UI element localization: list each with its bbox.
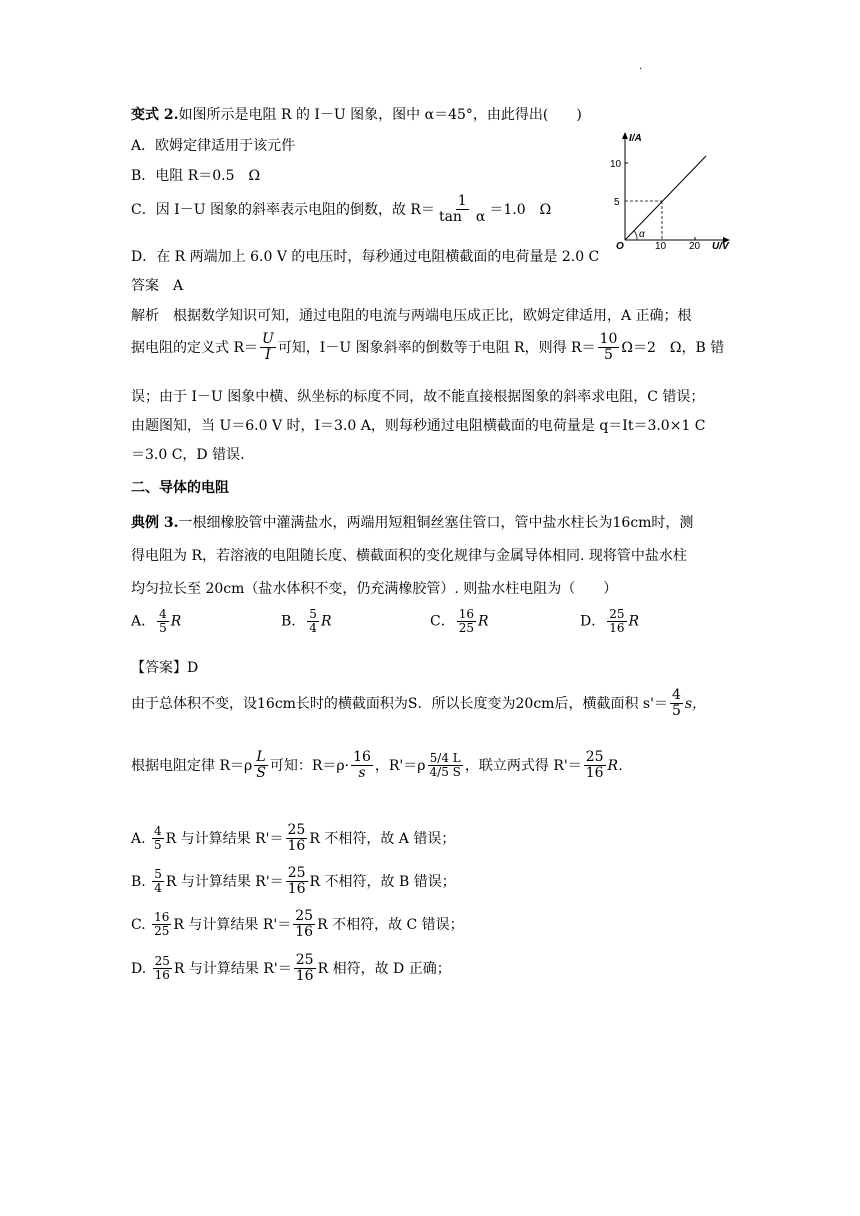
iu-graph xyxy=(608,128,734,250)
x-axis-label: U/V xyxy=(712,241,729,250)
fraction-numerator: 5/4 L xyxy=(429,751,461,766)
angle-arc xyxy=(634,231,637,240)
check-fraction xyxy=(152,911,171,938)
analysis-line-4: 由题图知，当 U＝6.0 V 时，I＝3.0 A，则每秒通过电阻横截面的电荷量是 q＝It＝3.0×1 C xyxy=(131,418,706,434)
example3-stem-1: 一根细橡胶管中灌满盐水，两端用短粗铜丝塞住管口，管中盐水柱长为16cm时，测 xyxy=(178,515,694,531)
fraction-denominator: I xyxy=(265,347,271,364)
option-variable: R xyxy=(320,613,332,630)
analysis-2-post: Ω＝2 Ω，B 错 xyxy=(621,339,725,356)
fraction-numerator: 4 xyxy=(159,607,167,621)
option-c-pre: C．因 I－U 图象的斜率表示电阻的倒数，故 R＝ xyxy=(131,201,435,218)
option-label: A． xyxy=(131,613,156,630)
fraction-denominator: s xyxy=(358,765,366,782)
option-label: D． xyxy=(580,613,606,630)
check-text2: R 不相符，故 C 错误； xyxy=(317,916,464,933)
example3-title: 典例 3. xyxy=(131,515,179,531)
solution-line-2 xyxy=(131,750,632,782)
fraction-numerator: 4 xyxy=(154,824,162,839)
analysis-2-mid: 可知，I－U 图象斜率的倒数等于电阻 R，则得 R＝ xyxy=(277,339,596,356)
fraction-numerator: 16 xyxy=(353,749,371,765)
analysis-line-2 xyxy=(131,332,724,364)
fraction-numerator: 25 xyxy=(609,607,625,621)
option-c-post: ＝1.0 Ω xyxy=(489,201,552,218)
example3-option-d xyxy=(580,608,639,635)
analysis-fraction-10-5 xyxy=(598,332,620,364)
fraction-numerator: 5 xyxy=(154,867,162,882)
option-variable: R xyxy=(628,613,640,630)
fraction-denominator: 16 xyxy=(287,838,306,855)
check-label: A. xyxy=(131,830,146,847)
option-variable: R xyxy=(170,613,182,630)
example3-stem-line-1 xyxy=(131,512,693,532)
check-row-c xyxy=(131,909,464,941)
fraction-denominator: 16 xyxy=(295,924,314,941)
solution-2-fraction-ls xyxy=(254,750,268,782)
variant2-stem: 如图所示是电阻 R 的 I－U 图象，图中 α＝45°，由此得出( ) xyxy=(178,107,582,123)
check-fraction xyxy=(152,825,164,852)
fraction-denominator: 5 xyxy=(159,621,167,636)
analysis-line-3: 误；由于 I－U 图象中横、纵坐标的标度不同，故不能直接根据图象的斜率求电阻，C 错误； xyxy=(131,389,705,405)
fraction-numerator: 25 xyxy=(295,952,314,968)
variant2-stem-line xyxy=(131,104,582,124)
check-text2: R 不相符，故 B 错误； xyxy=(309,873,456,890)
solution-1-fraction xyxy=(670,688,683,720)
solution-1-pre: 由于总体积不变，设16cm长时的横截面积为S．所以长度变为20cm后，横截面积 s'＝ xyxy=(131,695,668,712)
variant2-option-a: A．欧姆定律适用于该元件 xyxy=(131,138,296,154)
fraction-denominator: 16 xyxy=(154,968,170,983)
analysis-2-pre: 据电阻的定义式 R＝ xyxy=(131,339,258,356)
fraction-denominator: 4 xyxy=(309,621,317,636)
option-variable: R xyxy=(478,613,489,630)
fraction-denominator: 25 xyxy=(458,621,474,636)
example3-option-c xyxy=(430,608,489,635)
check-text1: R 与计算结果 R'＝ xyxy=(173,916,292,933)
check-result-fraction xyxy=(286,866,308,898)
x-tick-label-10: 10 xyxy=(655,241,667,250)
fraction-numerator: U xyxy=(262,331,274,347)
fraction-numerator: 5 xyxy=(309,607,317,621)
y-tick-label-5: 5 xyxy=(614,197,620,208)
fraction-denominator: 5 xyxy=(154,838,162,853)
fraction-denominator: tan α xyxy=(438,209,486,226)
fraction-denominator: 4/5 S xyxy=(429,765,461,780)
fraction-denominator: 5 xyxy=(604,347,613,364)
section2-title: 二、导体的电阻 xyxy=(131,480,229,496)
solution-2-mid1: 可知：R＝ρ· xyxy=(269,757,350,774)
example3-option-a xyxy=(131,608,181,635)
option-label: C． xyxy=(430,613,455,630)
check-label: D. xyxy=(131,960,147,977)
variant2-option-d: D．在 R 两端加上 6.0 V 的电压时，每秒通过电阻横截面的电荷量是 2.0 C xyxy=(131,249,600,265)
y-axis-label: I/A xyxy=(629,133,642,144)
check-row-a xyxy=(131,823,455,855)
fraction-denominator: S xyxy=(256,765,266,782)
solution-line-1 xyxy=(131,688,706,720)
fraction-numerator: L xyxy=(256,749,266,765)
example3-stem-line-3: 均匀拉长至 20cm（盐水体积不变，仍充满橡胶管）. 则盐水柱电阻为（ ） xyxy=(131,581,618,597)
fraction-numerator: 10 xyxy=(599,331,618,347)
check-result-fraction xyxy=(294,953,316,985)
fraction-numerator: 25 xyxy=(287,865,306,881)
check-label: B. xyxy=(131,873,146,890)
solution-1-post: s， xyxy=(684,695,707,712)
variant2-option-b: B．电阻 R＝0.5 Ω xyxy=(131,168,261,184)
angle-label: α xyxy=(639,229,645,240)
solution-2-mid2: ，R'＝ρ xyxy=(374,757,426,774)
analysis-line-1: 解析 根据数学知识可知，通过电阻的电流与两端电压成正比，欧姆定律适用，A 正确；根 xyxy=(131,308,692,324)
header-mark: · xyxy=(639,64,643,75)
fraction-denominator: 16 xyxy=(585,765,604,782)
solution-2-compound-fraction xyxy=(428,752,463,779)
fraction-denominator: 16 xyxy=(287,881,306,898)
fraction-denominator: 5 xyxy=(671,703,681,720)
check-text1: R 与计算结果 R'＝ xyxy=(165,873,284,890)
example3-option-b xyxy=(281,608,331,635)
check-row-d xyxy=(131,953,451,985)
fraction-denominator: 16 xyxy=(295,968,314,985)
fraction-numerator: 25 xyxy=(154,954,170,969)
solution-2-fraction-25-16 xyxy=(584,750,606,782)
check-text1: R 与计算结果 R'＝ xyxy=(165,830,284,847)
x-tick-label-20: 20 xyxy=(689,241,701,250)
variant2-answer: 答案 A xyxy=(131,278,184,294)
example3-answer: 【答案】D xyxy=(131,660,199,676)
check-fraction xyxy=(152,868,164,895)
check-label: C. xyxy=(131,916,146,933)
example3-stem-line-2: 得电阻为 R，若溶液的电阻随长度、横截面积的变化规律与金属导体相同. 现将管中盐水柱 xyxy=(131,548,687,564)
y-tick-label-10: 10 xyxy=(610,159,622,170)
iu-line xyxy=(625,156,706,240)
option-c-fraction xyxy=(437,194,487,226)
variant2-title: 变式 2. xyxy=(131,107,179,123)
fraction-denominator: 25 xyxy=(154,924,170,939)
fraction-numerator: 16 xyxy=(458,607,474,621)
fraction-denominator: 16 xyxy=(609,621,625,636)
y-axis-arrow-icon xyxy=(622,132,628,139)
fraction-numerator: 25 xyxy=(585,749,604,765)
fraction-numerator: 25 xyxy=(295,908,314,924)
check-text2: R 不相符，故 A 错误； xyxy=(309,830,456,847)
option-fraction xyxy=(457,608,476,635)
option-label: B． xyxy=(281,613,306,630)
fraction-numerator: 25 xyxy=(287,822,306,838)
fraction-numerator: 16 xyxy=(154,910,170,925)
solution-2-fraction-16s xyxy=(351,750,373,782)
variant2-option-c xyxy=(131,194,551,226)
fraction-numerator: 1 xyxy=(457,193,467,209)
solution-2-pre: 根据电阻定律 R＝ρ xyxy=(131,757,253,774)
check-row-b xyxy=(131,866,456,898)
option-fraction xyxy=(157,608,169,635)
check-text1: R 与计算结果 R'＝ xyxy=(173,960,292,977)
option-fraction xyxy=(607,608,626,635)
analysis-fraction-ui xyxy=(260,332,276,364)
origin-label: O xyxy=(616,241,624,250)
fraction-denominator: 4 xyxy=(154,881,162,896)
solution-2-post: R． xyxy=(607,757,633,774)
analysis-line-5: ＝3.0 C，D 错误. xyxy=(131,447,245,463)
option-fraction xyxy=(307,608,319,635)
check-text2: R 相符，故 D 正确； xyxy=(317,960,451,977)
check-fraction xyxy=(153,955,172,982)
check-result-fraction xyxy=(286,823,308,855)
fraction-numerator: 4 xyxy=(671,687,681,703)
solution-2-mid3: ，联立两式得 R'＝ xyxy=(464,757,582,774)
check-result-fraction xyxy=(293,909,315,941)
